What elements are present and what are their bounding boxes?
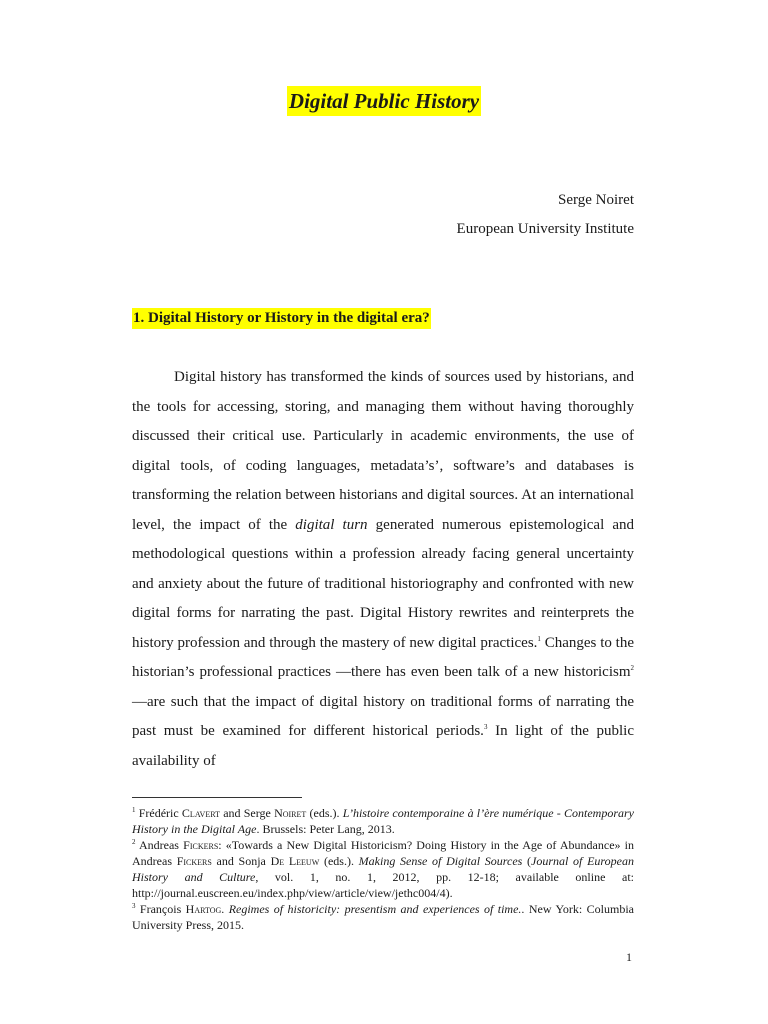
footnote-2-text-b: : «Towards a New Digital Historicism? Doing History in the Age of Abundance» in Andreas: [132, 838, 635, 868]
footnote-1-mark: 1: [132, 806, 136, 814]
footnote-3-text-a: François: [135, 902, 186, 916]
footnote-2-journal-title: Journal of European History and Culture: [132, 854, 634, 884]
footnote-2: [132, 837, 634, 901]
footnote-1-author-1: Clavert: [181, 806, 220, 820]
footnote-2-text-e: (: [522, 854, 532, 868]
footnote-2-author-2: Fickers: [176, 854, 212, 868]
footnote-3-book-title: Regimes of historicity: presentism and experiences of time.: [228, 902, 522, 916]
footnote-2-author-1: Fickers: [183, 838, 219, 852]
footnote-2-mark: 2: [132, 838, 136, 846]
page-number: 1: [626, 950, 632, 964]
body-text-5: In light of the public availability of: [132, 723, 634, 769]
body-text-3: Changes to the historian’s professional practices —there has even been talk of a new historicism: [132, 634, 634, 680]
footnote-3-text-b: .: [221, 902, 229, 916]
footnote-ref-1[interactable]: 1: [537, 634, 541, 643]
footnote-2-author-3: De Leeuw: [270, 854, 320, 868]
body-italic-digital-turn: digital turn: [295, 516, 368, 533]
footnote-1-book-title: L’histoire contemporaine à l’ère numérique - Contemporary History in the Digital Age: [132, 806, 634, 836]
footnote-3: [132, 901, 634, 933]
body-text-2: generated numerous epistemological and methodological questions within a profession already facing general uncertainty and anxiety about the future of traditional historiography and confronted with new digital forms for narrating the past. Digital History rewrites and reinterprets the history profession and through the mastery of new digital practices.: [132, 516, 634, 651]
footnote-2-book-title: Making Sense of Digital Sources: [358, 854, 523, 868]
author-institution: European University Institute: [456, 221, 634, 237]
title-container: [0, 86, 768, 116]
footnote-1-text-c: (eds.).: [306, 806, 343, 820]
footnote-2-text-a: Andreas: [135, 838, 184, 852]
footnote-3-author: Hartog: [185, 902, 222, 916]
footnote-1-text-b: and Serge: [219, 806, 275, 820]
document-title: Digital Public History: [287, 86, 481, 116]
body-text-1: Digital history has transformed the kinds of sources used by historians, and the tools for accessing, storing, and managing them without having thoroughly discussed their critical use. Particularly in academic environments, the use of digital tools, of coding languages, metadata’s’, software’s and databases is transforming the relation between historians and digital sources. At an international level, the impact of the: [132, 369, 634, 533]
footnote-2-text-f[interactable]: , vol. 1, no. 1, 2012, pp. 12-18; available online at: http://journal.euscreen.eu/index.php/view/article/view/jethc004/4).: [132, 870, 634, 900]
footnote-2-text-c: and Sonja: [211, 854, 271, 868]
author-name: Serge Noiret: [558, 192, 634, 208]
body-paragraph: [132, 363, 634, 776]
footnote-2-text-d: (eds.).: [319, 854, 359, 868]
section-heading: 1. Digital History or History in the digital era?: [132, 308, 431, 329]
footnote-1-text-d: . Brussels: Peter Lang, 2013.: [256, 822, 395, 836]
footnotes: [132, 805, 634, 933]
footnote-3-mark: 3: [132, 902, 136, 910]
footnote-1-text-a: Frédéric: [135, 806, 182, 820]
footnote-3-text-c: . New York: Columbia University Press, 2015.: [132, 902, 635, 932]
footnote-ref-2[interactable]: 2: [630, 664, 634, 672]
body-text-4: —are such that the impact of digital history on traditional forms of narrating the past must be examined for different historical periods.: [132, 693, 634, 739]
footnote-1-author-2: Noiret: [274, 806, 307, 820]
footnote-ref-3[interactable]: 3: [483, 723, 488, 731]
footnote-separator: [132, 797, 302, 798]
footnote-1: [132, 805, 634, 837]
